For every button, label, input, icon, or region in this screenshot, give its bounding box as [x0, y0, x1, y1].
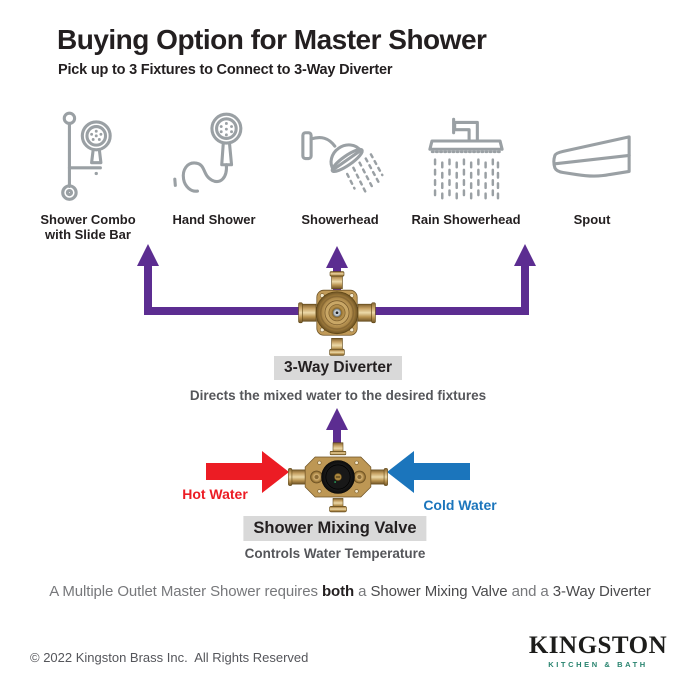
- brand-tagline: KITCHEN & BATH: [548, 660, 648, 669]
- note-lead: A Multiple Outlet Master Shower requires: [49, 583, 318, 600]
- diverter-label-chip: 3-Way Diverter: [274, 356, 402, 380]
- hot-water-label: Hot Water: [182, 486, 248, 502]
- three-way-diverter-valve-image: [298, 270, 376, 357]
- fixture-label: Hand Shower: [172, 212, 256, 227]
- note-item-diverter: 3-Way Diverter: [552, 583, 651, 600]
- copyright-text: © 2022 Kingston Brass Inc. All Rights Reserved: [30, 650, 309, 665]
- diverter-description: Directs the mixed water to the desired fixtures: [189, 388, 487, 403]
- shower-mixing-valve-image: [288, 441, 388, 513]
- cold-water-arrow: [385, 450, 471, 494]
- page-subtitle: Pick up to 3 Fixtures to Connect to 3-Way Diverter: [58, 62, 393, 78]
- page-title: Buying Option for Master Shower: [57, 24, 487, 55]
- note-mid1: a: [358, 583, 367, 600]
- note-emphasis: both: [321, 583, 355, 600]
- up-arrowhead-left: [137, 244, 159, 266]
- fixture-label: Shower Combo with Slide Bar: [40, 212, 136, 242]
- up-arrowhead-center: [326, 246, 348, 268]
- fixture-label: Showerhead: [301, 212, 379, 227]
- up-arrowhead-right: [514, 244, 536, 266]
- kingston-brand-logo: [523, 633, 673, 669]
- requirement-note: [0, 583, 700, 600]
- fixture-label: Rain Showerhead: [411, 212, 521, 227]
- brand-name: KINGSTON: [528, 632, 668, 659]
- cold-water-label: Cold Water: [423, 497, 497, 513]
- note-mid2: and a: [511, 583, 549, 600]
- note-item-mixing-valve: Shower Mixing Valve: [370, 583, 508, 600]
- mixing-valve-label-chip: Shower Mixing Valve: [243, 516, 426, 541]
- mixing-valve-description: Controls Water Temperature: [244, 546, 426, 561]
- fixture-label: Spout: [573, 212, 611, 227]
